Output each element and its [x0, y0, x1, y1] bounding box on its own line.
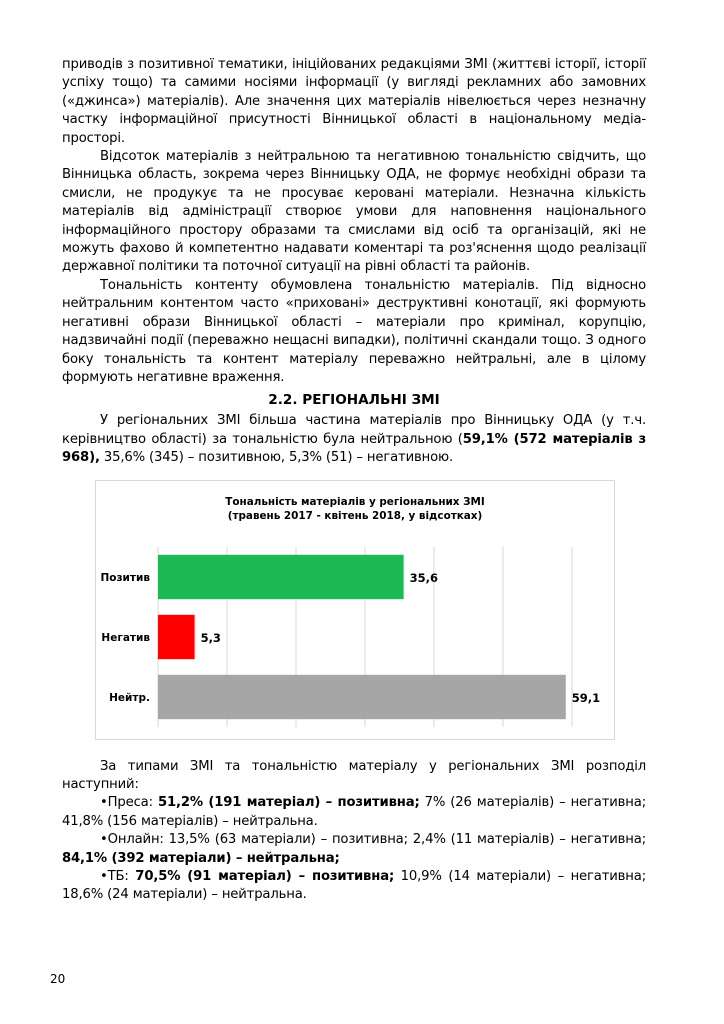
paragraph-1: приводів з позитивної тематики, ініційованих редакціями ЗМІ (життєві історії, історії успіху тощо) та самими носіями інформації (у вигляді рекламних або замовних («джинса») матеріалів). Але значення цих матеріалів нівелюється через незначну частку інформаційної присутності Вінницької області в національному медіа-просторі. [62, 57, 646, 146]
document-page [62, 56, 646, 905]
paragraph-4-text-c: 35,6% (345) – позитивною, 5,3% (51) – негативною. [99, 450, 454, 466]
bullet-online-a: •Онлайн: 13,5% (63 матеріали) – позитивна; 2,4% (11 матеріалів) – негативна; [100, 832, 646, 848]
bullet-press-a: •Преса: [100, 795, 158, 811]
bullet-press-bold: 51,2% (191 матеріал) – позитивна; [157, 795, 420, 811]
chart-category-label: Позитив [100, 571, 150, 584]
page-number: 20 [50, 972, 66, 986]
chart-bar [158, 674, 566, 718]
chart-value-label: 59,1 [571, 690, 601, 705]
paragraph-4-bold: 59,1% (572 матеріалів з 968), [62, 431, 646, 466]
paragraph-4-text-a: У регіональних ЗМІ більша частина матеріалів про Вінницьку ОДА (у т.ч. керівництво області) за тональністю була нейтральною ( [62, 413, 646, 447]
bullet-online-bold: 84,1% (392 матеріали) – нейтральна; [62, 850, 340, 866]
chart-bar [158, 614, 195, 658]
paragraph-4 [62, 412, 646, 467]
bullet-tv-c: 10,9% (14 матеріали) – негативна; 18,6% (24 матеріали) – нейтральна. [62, 868, 646, 903]
tonality-chart [95, 480, 615, 740]
chart-value-label: 5,3 [200, 630, 221, 645]
bullet-press-c: 7% (26 матеріалів) – негативна; 41,8% (156 матеріалів) – нейтральна. [62, 795, 646, 829]
bullet-tv-bold: 70,5% (91 матеріал) – позитивна; [135, 868, 395, 884]
chart-category-label: Нейтр. [109, 691, 150, 704]
paragraph-5: За типами ЗМІ та тональністю матеріалу у регіональних ЗМІ розподіл наступний: [62, 758, 646, 792]
chart-title: Тональність матеріалів у регіональних ЗМІ [225, 495, 485, 508]
paragraph-2: Відсоток матеріалів з нейтральною та негативною тональністю свідчить, що Вінницька область, зокрема через Вінницьку ОДА, не формує необхідні образи та смисли, не продукує та не просуває керовані матеріали. Незначна кількість матеріалів від адміністрації створює умови для наповнення національного інформаційного простору образами та смислами від осіб та організацій, які не можуть фахово й компетентно надавати коментарі та роз'яснення щодо реалізації державної політики та поточної ситуації на рівні області та районів. [62, 149, 646, 275]
bullet-tv [62, 868, 646, 905]
chart-bar [158, 554, 404, 598]
section-heading: 2.2. РЕГІОНАЛЬНІ ЗМІ [268, 392, 440, 409]
chart-value-label: 35,6 [409, 570, 439, 585]
bullet-online [62, 831, 646, 868]
bullet-press [62, 794, 646, 831]
chart-category-label: Негатив [101, 631, 150, 644]
chart-subtitle: (травень 2017 - квітень 2018, у відсотках) [227, 509, 483, 522]
paragraph-3: Тональність контенту обумовлена тональністю матеріалів. Під відносно нейтральним контентом часто «приховані» деструктивні конотації, які формують негативні образи Вінницької області – матеріали про кримінал, корупцію, надзвичайні події (переважно нещасні випадки), політичні скандали тощо. З одного боку тональність та контент матеріалу переважно нейтральні, але в цілому формують негативне враження. [62, 277, 646, 385]
bullet-tv-a: •ТБ: [100, 868, 136, 884]
